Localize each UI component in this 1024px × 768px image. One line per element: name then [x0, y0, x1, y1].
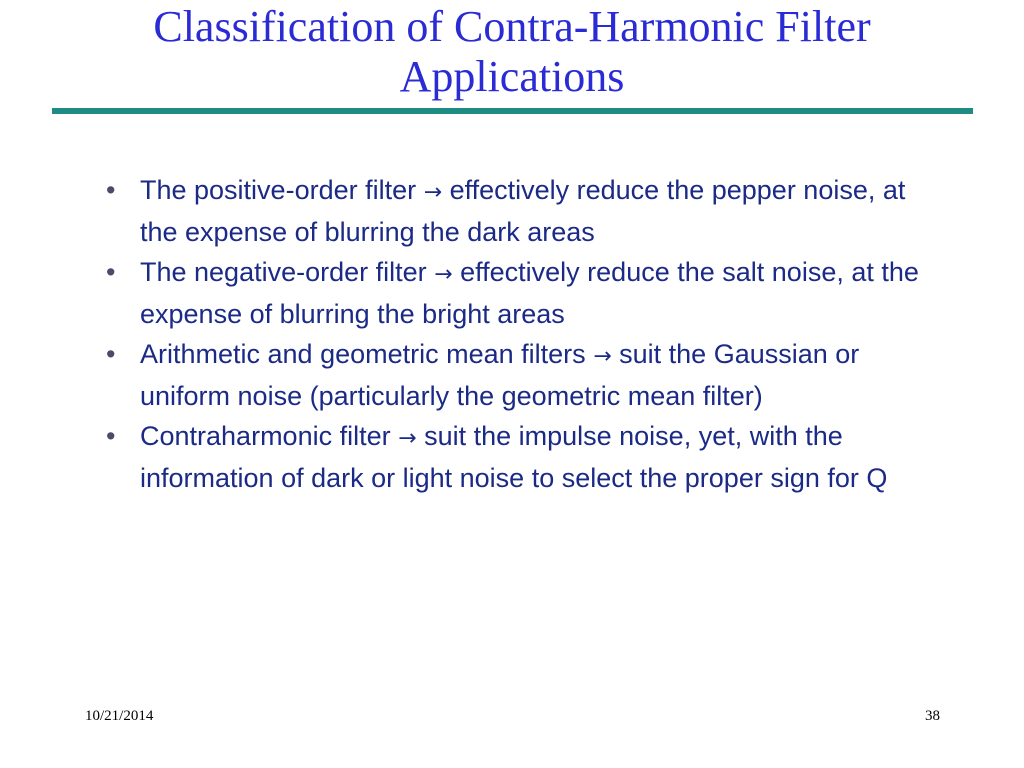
bullet-item — [100, 417, 940, 497]
bullet-text-after: effectively reduce the salt noise, at the expense of blurring the bright areas — [140, 257, 919, 329]
bullet-icon: • — [106, 257, 116, 287]
slide-title-line1: Classification of Contra-Harmonic Filter — [153, 2, 871, 51]
bullet-text-after: effectively reduce the pepper noise, at the expense of blurring the dark areas — [140, 175, 906, 247]
footer-date: 10/21/2014 — [85, 708, 154, 724]
page-number: 38 — [925, 708, 940, 724]
bullet-icon: • — [106, 421, 116, 451]
bullet-text-before: Contraharmonic filter — [140, 421, 391, 451]
bullet-list — [100, 171, 940, 499]
bullet-text-before: The positive-order filter — [140, 175, 417, 205]
slide-title-line2: Applications — [399, 52, 625, 101]
bullet-text-after: suit the impulse noise, yet, with the information of dark or light noise to select the proper sign for Q — [140, 421, 888, 493]
right-arrow-icon: → — [434, 262, 453, 287]
right-arrow-icon: → — [398, 426, 417, 451]
right-arrow-icon: → — [423, 180, 443, 205]
bullet-icon: • — [106, 339, 116, 369]
bullet-text-before: The negative-order filter — [140, 257, 427, 287]
bullet-text-after: suit the Gaussian or uniform noise (particularly the geometric mean filter) — [140, 339, 860, 411]
title-divider — [52, 108, 973, 114]
bullet-icon: • — [106, 175, 116, 205]
bullet-item — [100, 253, 940, 333]
bullet-text-before: Arithmetic and geometric mean filters — [140, 339, 586, 369]
right-arrow-icon: → — [593, 344, 612, 369]
bullet-item — [100, 335, 940, 415]
slide-title — [52, 2, 972, 102]
bullet-item — [100, 171, 940, 251]
